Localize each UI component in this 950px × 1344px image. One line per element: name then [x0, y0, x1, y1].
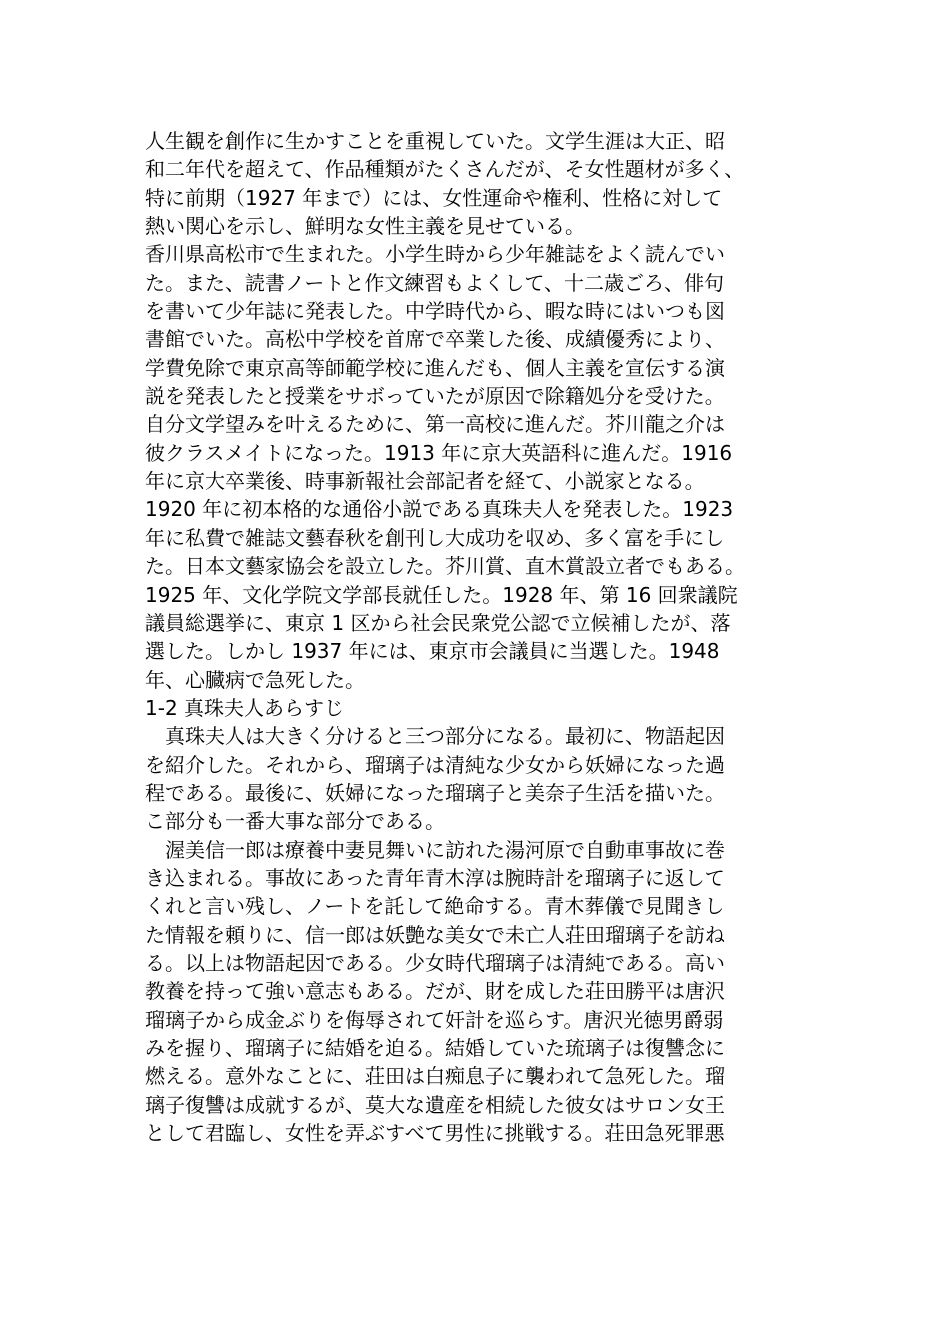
- text-line: た。また、読書ノートと作文練習もよくして、十二歳ごろ、俳句: [145, 270, 724, 295]
- text-line: 璃子復讐は成就するが、莫大な遺産を相続した彼女はサロン女王: [145, 1092, 725, 1117]
- text-line: た。日本文藝家協会を設立した。芥川賞、直木賞設立者でもある。: [145, 554, 745, 579]
- text-line: 程である。最後に、妖婦になった瑠璃子と美奈子生活を描いた。: [145, 780, 725, 805]
- text-line: 和二年代を超えて、作品種類がたくさんだが、そ女性題材が多く、: [145, 157, 745, 182]
- text-line: 1925 年、文化学院文学部長就任した。1928 年、第 16 回衆議院: [145, 582, 738, 607]
- text-line: 説を発表したと授業をサボっていたが原因で除籍処分を受けた。: [145, 384, 725, 409]
- text-line: 人生観を創作に生かすことを重視していた。文学生涯は大正、昭: [145, 129, 725, 153]
- text-line: 年に京大卒業後、時事新報社会部記者を経て、小説家となる。: [145, 469, 705, 494]
- text-line: 選した。しかし 1937 年には、東京市会議員に当選した。1948: [145, 639, 720, 664]
- text-line: 香川県高松市で生まれた。小学生時から少年雑誌をよく読んでい: [145, 242, 725, 267]
- text-line: こ部分も一番大事な部分である。: [145, 809, 445, 834]
- text-line: 彼クラスメイトになった。1913 年に京大英語科に進んだ。1916: [145, 440, 733, 465]
- text-line: 1920 年に初本格的な通俗小説である真珠夫人を発表した。1923: [145, 497, 734, 522]
- text-line: として君臨し、女性を弄ぶすべて男性に挑戦する。荘田急死罪悪: [145, 1121, 725, 1146]
- section-heading: 1-2 真珠夫人あらすじ: [145, 695, 345, 720]
- text-line: 渥美信一郎は療養中妻見舞いに訪れた湯河原で自動車事故に巻: [145, 837, 725, 862]
- text-line: 真珠夫人は大きく分けると三つ部分になる。最初に、物語起因: [145, 724, 725, 749]
- text-line: 学費免除で東京高等師範学校に進んだも、個人主義を宣伝する演: [145, 355, 725, 380]
- text-line: 瑠璃子から成金ぶりを侮辱されて奸計を巡らす。唐沢光徳男爵弱: [145, 1007, 724, 1032]
- text-line: 年、心臓病で急死した。: [145, 667, 365, 692]
- text-line: 教養を持って強い意志もある。だが、財を成した荘田勝平は唐沢: [145, 979, 725, 1004]
- text-line: みを握り、瑠璃子に結婚を迫る。結婚していた琉璃子は復讐念に: [145, 1036, 725, 1060]
- text-line: 熱い関心を示し、鮮明な女性主義を見せている。: [145, 214, 585, 239]
- text-line: る。以上は物語起因である。少女時代瑠璃子は清純である。高い: [145, 950, 725, 975]
- text-line: 燃える。意外なことに、荘田は白痴息子に襲われて急死した。瑠: [145, 1064, 725, 1089]
- text-line: 特に前期（1927 年まで）には、女性運命や権利、性格に対して: [145, 185, 723, 210]
- text-line: くれと言い残し、ノートを託して絶命する。青木葬儀で見聞きし: [145, 894, 725, 919]
- body-text: [145, 127, 825, 1147]
- text-line: 書館でいた。高松中学校を首席で卒業した後、成績優秀により、: [145, 327, 725, 352]
- text-line: た情報を頼りに、信一郎は妖艶な美女で未亡人荘田瑠璃子を訪ね: [145, 922, 725, 947]
- text-line: 議員総選挙に、東京 1 区から社会民衆党公認で立候補したが、落: [145, 610, 731, 635]
- text-line: を紹介した。それから、瑠璃子は清純な少女から妖婦になった過: [145, 752, 725, 777]
- text-line: 自分文学望みを叶えるために、第一高校に進んだ。芥川龍之介は: [145, 412, 725, 437]
- text-line: き込まれる。事故にあった青年青木淳は腕時計を瑠璃子に返して: [145, 865, 725, 890]
- text-line: を書いて少年誌に発表した。中学時代から、暇な時にはいつも図: [145, 299, 725, 324]
- text-line: 年に私費で雑誌文藝春秋を創刊し大成功を収め、多く富を手にし: [145, 525, 725, 550]
